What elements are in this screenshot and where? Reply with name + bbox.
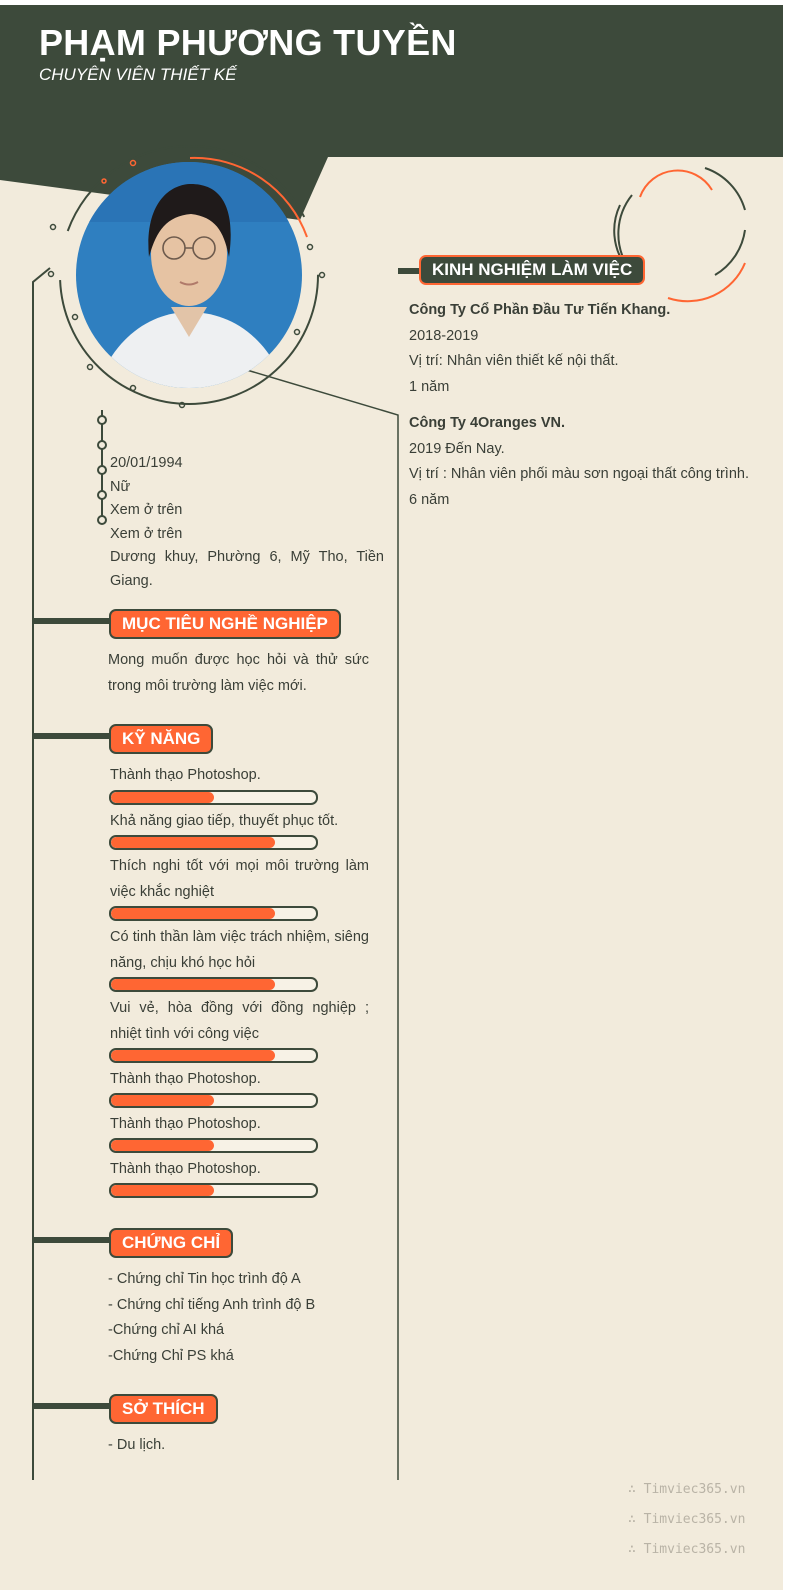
certificates-list: [108, 1267, 378, 1369]
skill-label: Vui vẻ, hòa đồng với đồng nghiệp ; nhiệt tình với công việc: [110, 1000, 369, 1042]
period: 2018-2019: [409, 327, 479, 344]
skill-level-bar: [109, 977, 318, 992]
cv-page: [0, 5, 783, 1590]
watermark-text: ∴ Timviec365.vn: [628, 1482, 746, 1497]
list-item: - Chứng chỉ tiếng Anh trình độ B: [108, 1296, 316, 1313]
experience-heading: KINH NGHIỆM LÀM VIỆC: [419, 255, 645, 285]
skill-level-fill: [111, 908, 275, 919]
watermark-text: ∴ Timviec365.vn: [628, 1512, 746, 1527]
skill-label: Thành thạo Photoshop.: [110, 1071, 261, 1087]
hobbies-list: [108, 1433, 378, 1459]
experience-item: [409, 411, 769, 513]
list-item: -Chứng chỉ AI khá: [108, 1322, 225, 1338]
list-item: - Chứng chỉ Tin học trình độ A: [108, 1271, 301, 1287]
phone: Xem ở trên: [110, 502, 183, 518]
company-name: Công Ty Cổ Phần Đầu Tư Tiến Khang.: [409, 302, 671, 318]
profile-photo: [76, 162, 302, 388]
hobbies-heading: SỞ THÍCH: [109, 1394, 218, 1424]
gender: Nữ: [110, 478, 131, 495]
skill-level-fill: [111, 792, 214, 803]
list-item: -Chứng Chỉ PS khá: [108, 1347, 234, 1364]
birth-date: 20/01/1994: [110, 455, 183, 471]
skill-level-bar: [109, 1048, 318, 1063]
skill-label: Thích nghi tốt với mọi môi trường làm việc khắc nghiệt: [110, 858, 369, 900]
skill-level-bar: [109, 1183, 318, 1198]
candidate-job-title: CHUYÊN VIÊN THIẾT KẾ: [39, 65, 237, 84]
email: Xem ở trên: [110, 525, 183, 542]
list-item: - Du lịch.: [108, 1437, 166, 1453]
personal-info: [110, 452, 384, 593]
duration: 1 năm: [409, 378, 450, 395]
skill-level-fill: [111, 1185, 214, 1196]
candidate-name: PHẠM PHƯƠNG TUYỀN: [39, 22, 457, 63]
skill-label: Thành thạo Photoshop.: [110, 1161, 261, 1177]
objective-text: Mong muốn được học hỏi và thử sức trong môi trường làm việc mới.: [108, 652, 369, 694]
skill-label: Thành thạo Photoshop.: [110, 1116, 261, 1132]
period: 2019 Đến Nay.: [409, 440, 505, 457]
certificates-heading: CHỨNG CHỈ: [109, 1228, 233, 1258]
skill-label: Thành thạo Photoshop.: [110, 767, 261, 783]
experience-item: [409, 298, 769, 400]
watermark-text: ∴ Timviec365.vn: [628, 1542, 746, 1557]
skill-level-bar: [109, 835, 318, 850]
skill-level-fill: [111, 979, 275, 990]
position: Vị trí : Nhân viên phối màu sơn ngoại thất công trình.: [409, 466, 749, 482]
company-name: Công Ty 4Oranges VN.: [409, 415, 566, 431]
skill-level-bar: [109, 906, 318, 921]
objective-heading: MỤC TIÊU NGHỀ NGHIỆP: [109, 609, 341, 639]
duration: 6 năm: [409, 491, 450, 508]
skills-heading: KỸ NĂNG: [109, 724, 213, 754]
skill-level-fill: [111, 1140, 214, 1151]
position: Vị trí: Nhân viên thiết kế nội thất.: [409, 353, 619, 369]
address: Dương khuy, Phường 6, Mỹ Tho, Tiền Giang.: [110, 549, 384, 589]
skill-label: Khả năng giao tiếp, thuyết phục tốt.: [110, 813, 339, 829]
skill-level-fill: [111, 1095, 214, 1106]
skill-level-bar: [109, 790, 318, 805]
skill-level-bar: [109, 1138, 318, 1153]
skill-level-fill: [111, 837, 275, 848]
skill-label: Có tinh thần làm việc trách nhiệm, siêng năng, chịu khó học hỏi: [110, 929, 369, 971]
skill-level-fill: [111, 1050, 275, 1061]
skill-level-bar: [109, 1093, 318, 1108]
